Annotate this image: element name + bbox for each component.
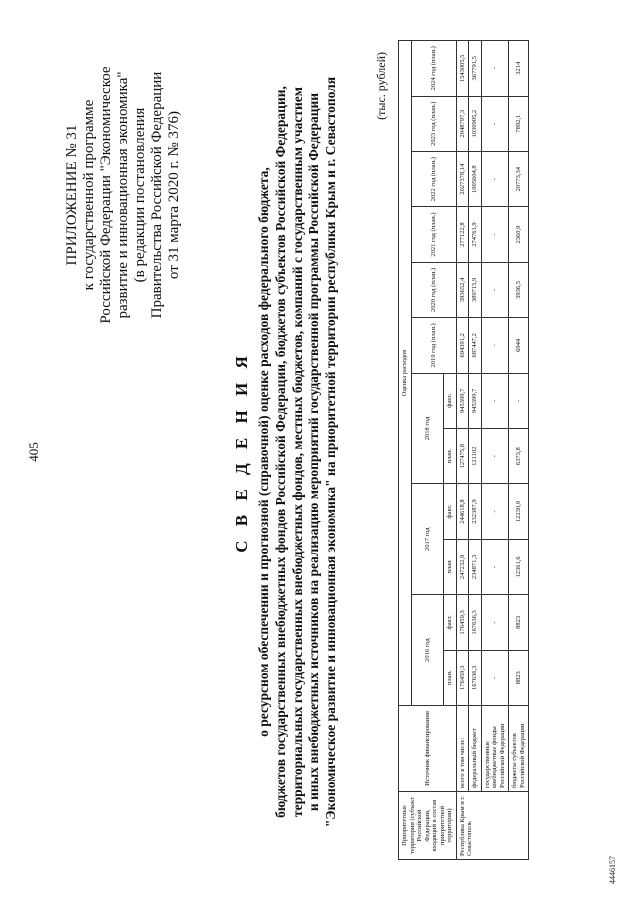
value-cell: -	[481, 484, 509, 539]
header-2020: 2020 год (план.)	[411, 262, 456, 317]
source-cell: федеральный бюджет	[469, 706, 482, 792]
value-cell: 6944	[509, 318, 529, 373]
value-cell: 12230,9	[509, 484, 529, 539]
value-cell: 167636,3	[469, 595, 482, 650]
header-2019: 2019 год (план.)	[411, 318, 456, 373]
subtitle-line: "Экономическое развитие и инновационная экономика" на приоритетной территории республики Крым и г. Севастополя	[323, 76, 339, 828]
header-source: Источник финансирования	[399, 706, 457, 792]
source-cell: бюджеты субъектов Российской Федерации	[509, 706, 529, 792]
header-plan: план	[444, 539, 457, 594]
subtitle-line: и иных внебюджетных источников на реализацию мероприятий государственной программы Российской Федерации	[306, 92, 322, 812]
value-cell: 176459,3	[456, 595, 469, 650]
value-cell: 945399,7	[469, 373, 482, 428]
header-plan: план.	[444, 650, 457, 705]
header-fact: факт.	[444, 484, 457, 539]
table-row	[509, 41, 529, 860]
header-2023: 2023 год (план.)	[411, 96, 456, 151]
value-cell: 167636,3	[469, 650, 482, 705]
value-cell: -	[481, 207, 509, 262]
subtitle-line: территориальных государственных внебюджетных фондов, местных бюджетов, компаний с государственным участием	[289, 87, 305, 817]
value-cell: 687447,2	[469, 318, 482, 373]
value-cell: 277122,8	[456, 207, 469, 262]
appendix-line: ПРИЛОЖЕНИЕ № 31	[64, 124, 80, 266]
value-cell: 247232,9	[456, 539, 469, 594]
subtitle-line: о ресурсном обеспечении и прогнозной (справочной) оценке расходов федерального бюджета,	[256, 167, 271, 737]
appendix-line: Российской Федерации "Экономическое	[98, 66, 114, 324]
value-cell: 234871,3	[469, 539, 482, 594]
source-cell: государственные внебюджетные фонды Российской Федерации	[481, 706, 509, 792]
value-cell: 176459,3	[456, 650, 469, 705]
document-code: 4446157	[608, 856, 617, 884]
header-territory: Приоритетные территории (субъект Российской Федерации, входящий в состав приоритетной территории)	[399, 792, 457, 860]
value-cell: 393652,4	[456, 262, 469, 317]
table-row	[481, 41, 509, 860]
value-cell: 8823	[509, 595, 529, 650]
header-fact: факт.	[444, 373, 457, 428]
value-cell: 20773,34	[509, 151, 529, 206]
document-subtitle	[256, 32, 340, 872]
value-cell: 2360,9	[509, 207, 529, 262]
value-cell: 2048797,3	[456, 96, 469, 151]
value-cell: 367791,5	[469, 41, 482, 97]
table-row	[469, 41, 482, 860]
table-row	[456, 41, 469, 860]
value-cell: 3936,5	[509, 262, 529, 317]
value-cell: -	[481, 539, 509, 594]
value-cell: 3214	[509, 41, 529, 97]
document-page	[20, 12, 620, 892]
value-cell: -	[481, 262, 509, 317]
value-cell: -	[481, 41, 509, 97]
value-cell: 2027378,14	[456, 151, 469, 206]
value-cell: 8823	[509, 650, 529, 705]
appendix-line: (в редакции постановления	[132, 107, 148, 283]
header-year-2016: 2016 год	[411, 595, 444, 706]
value-cell: 7892,1	[509, 96, 529, 151]
territory-cell: Республика Крым и г. Севастополь	[456, 792, 529, 860]
page-number: 405	[26, 442, 41, 462]
value-cell: -	[481, 151, 509, 206]
header-plan: план.	[444, 428, 457, 483]
source-cell: всего в том числе:	[456, 706, 469, 792]
header-estimate: Оценка расходов	[399, 41, 412, 706]
appendix-line: Правительства Российской Федерации	[149, 71, 165, 319]
value-cell: 232387,9	[469, 484, 482, 539]
appendix-line: к государственной программе	[81, 99, 97, 291]
appendix-line: от 31 марта 2020 г. № 376)	[166, 110, 182, 280]
value-cell: -	[481, 318, 509, 373]
value-cell: -	[481, 428, 509, 483]
header-year-2018: 2018 год	[411, 373, 444, 484]
header-2021: 2021 год (план.)	[411, 207, 456, 262]
value-cell: 12361,6	[509, 539, 529, 594]
value-cell: 1005604,8	[469, 151, 482, 206]
funding-table	[398, 40, 529, 860]
value-cell: 945399,7	[456, 373, 469, 428]
subtitle-line: бюджетов государственных внебюджетных фондов Российской Федерации, бюджетов субъектов Российской Федерации,	[272, 86, 288, 818]
value-cell: 1543005,5	[456, 41, 469, 97]
appendix-header	[64, 40, 183, 350]
value-cell: 1030905,2	[469, 96, 482, 151]
value-cell: -	[481, 595, 509, 650]
value-cell: -	[481, 373, 509, 428]
header-2024: 2024 год (план.)	[411, 41, 456, 97]
value-cell: 121102	[469, 428, 482, 483]
value-cell: -	[481, 650, 509, 705]
value-cell: -	[509, 373, 529, 428]
value-cell: 274761,9	[469, 207, 482, 262]
value-cell: -	[481, 96, 509, 151]
header-fact: факт.	[444, 595, 457, 650]
value-cell: 244618,8	[456, 484, 469, 539]
document-title: С В Е Д Е Н И Я	[232, 351, 251, 553]
appendix-line: развитие и инновационная экономика"	[115, 71, 131, 319]
value-cell: 127475,8	[456, 428, 469, 483]
value-cell: 6373,8	[509, 428, 529, 483]
value-cell: 389715,9	[469, 262, 482, 317]
value-cell: 694391,2	[456, 318, 469, 373]
header-2022: 2022 год (план.)	[411, 151, 456, 206]
units-label: (тыс. рублей)	[374, 52, 388, 120]
header-year-2017: 2017 год	[411, 484, 444, 595]
